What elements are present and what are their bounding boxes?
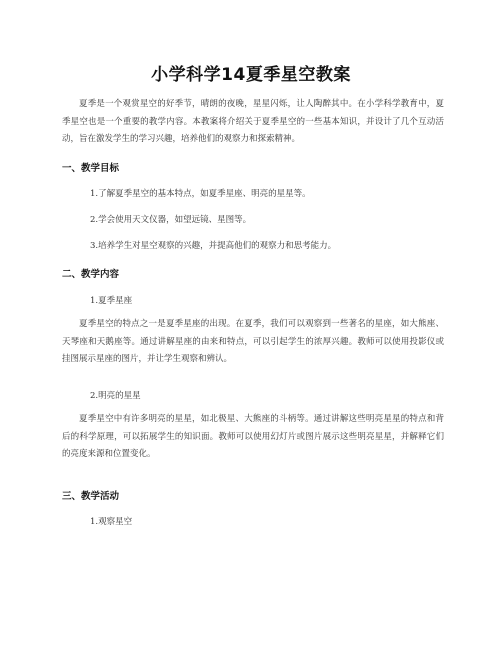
document-title: 小学科学14夏季星空教案 — [151, 65, 351, 85]
bright-stars-paragraph: 夏季星空中有许多明亮的星星，如北极星、大熊座的斗柄等。通过讲解这些明亮星星的特点和背后的科学原理，可以拓展学生的知识面。教师可以使用幻灯片或图片展示这些明亮星星，并解释它们的亮度来源和位置变化。 — [62, 414, 444, 459]
subsection-title-bright-stars: 2.明亮的星星 — [90, 391, 141, 401]
objective-item-3: 3.培养学生对星空观察的兴趣，并提高他们的观察力和思考能力。 — [90, 241, 337, 251]
section-heading-content: 二、教学内容 — [62, 269, 120, 280]
section-heading-activities: 三、教学活动 — [62, 491, 120, 502]
constellations-paragraph: 夏季星空的特点之一是夏季星座的出现。在夏季，我们可以观察到一些著名的星座，如大熊座、天琴座和天鹅座等。通过讲解星座的由来和特点，可以引起学生的浓厚兴趣。教师可以使用投影仪或挂图展示星座的图片，并让学生观察和辨认。 — [62, 319, 444, 364]
intro-paragraph: 夏季是一个观赏星空的好季节，晴朗的夜晚，星星闪烁，让人陶醉其中。在小学科学教育中，夏季星空也是一个重要的教学内容。本教案将介绍关于夏季星空的一些基本知识，并设计了几个互动活动，旨在激发学生的学习兴趣，培养他们的观察力和探索精神。 — [62, 99, 444, 144]
objective-item-2: 2.学会使用天文仪器，如望远镜、星图等。 — [90, 215, 252, 225]
subsection-title-observe: 1.观察星空 — [90, 517, 133, 527]
section-heading-objectives: 一、教学目标 — [62, 163, 120, 174]
subsection-title-constellations: 1.夏季星座 — [90, 296, 133, 306]
objective-item-1: 1.了解夏季星空的基本特点，如夏季星座、明亮的星星等。 — [90, 189, 311, 199]
